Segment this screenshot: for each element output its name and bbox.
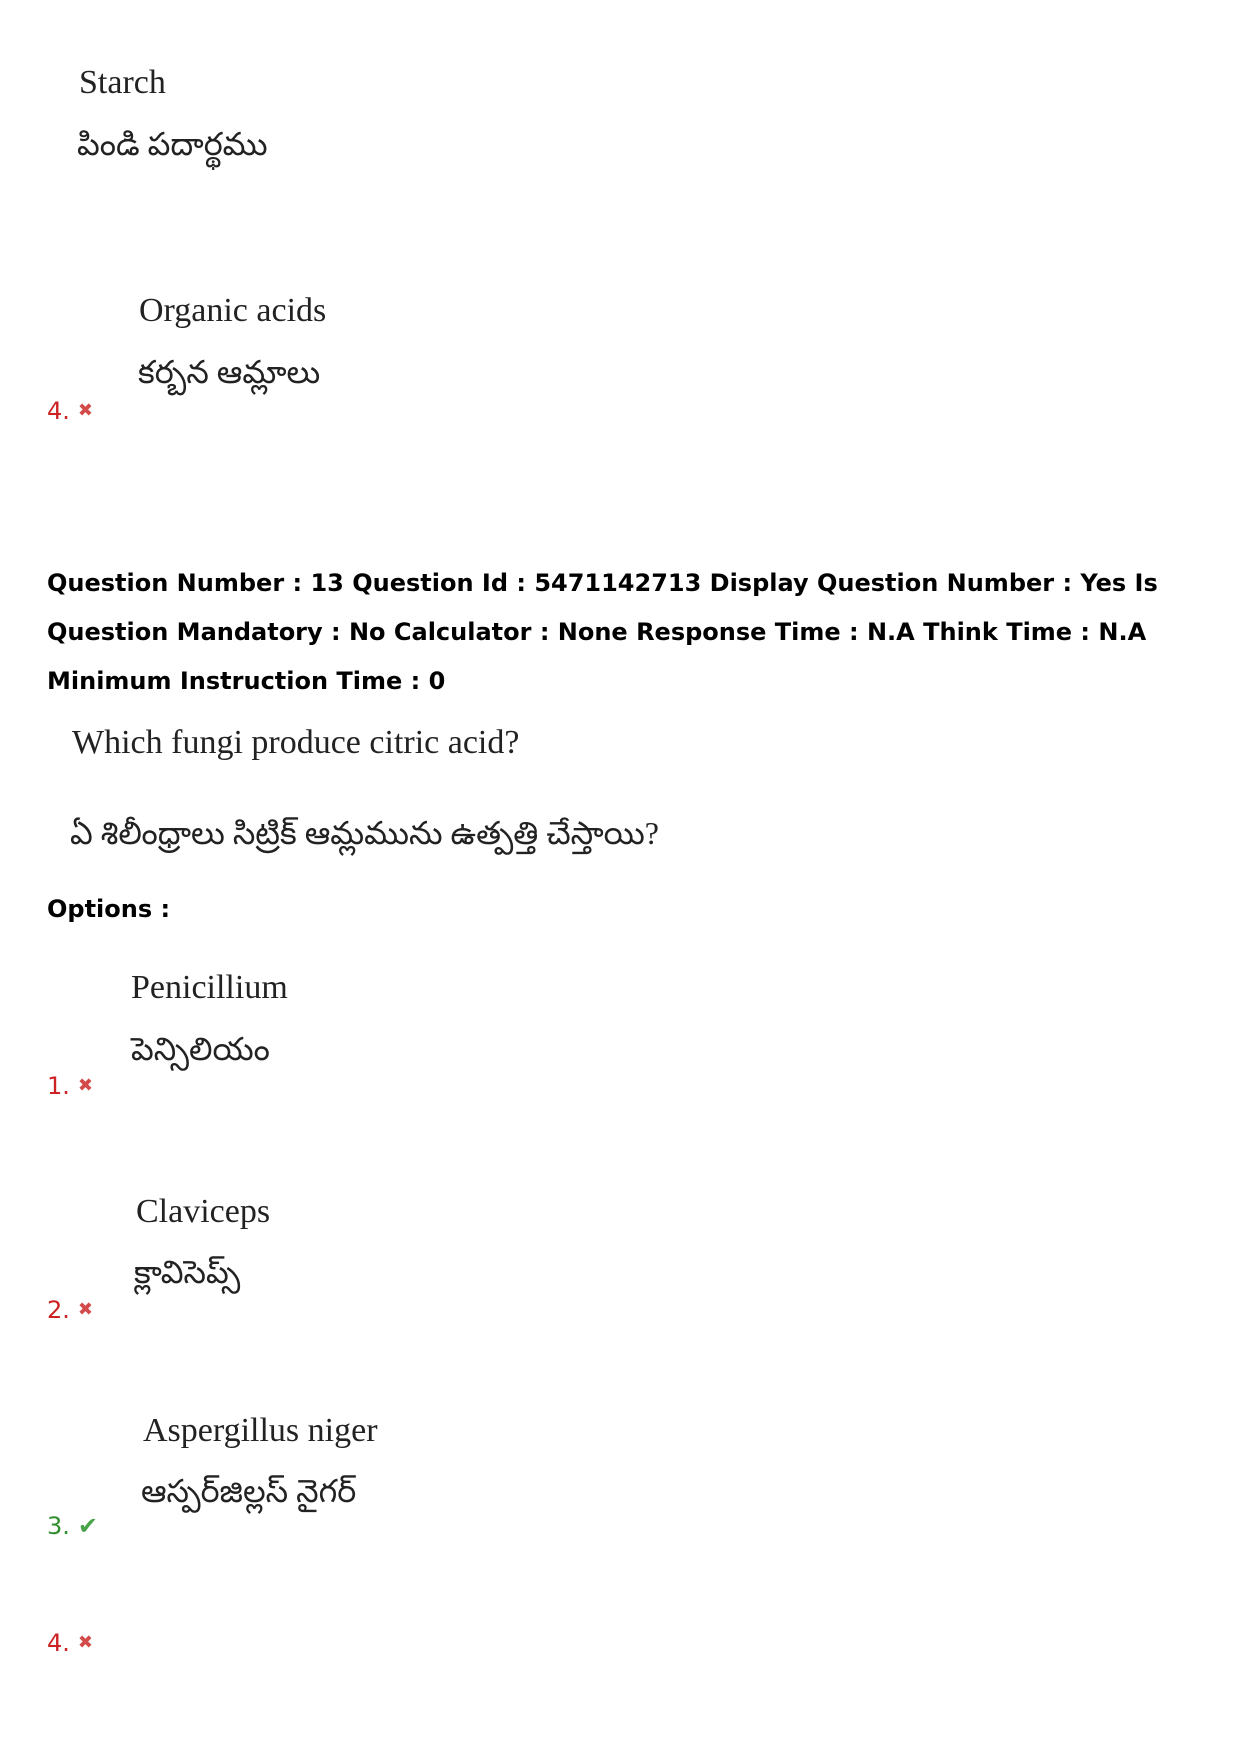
prev-option-4-label: 4. — [47, 397, 70, 425]
option-2-english: Claviceps — [136, 1193, 271, 1230]
question-text-telugu: ఏ శిలీంధ్రాలు సిట్రిక్ ఆమ్లమును ఉత్పత్తి చేస్తాయి? — [70, 815, 659, 851]
option-4-number — [47, 1631, 93, 1655]
prev-option-4-english: Organic acids — [139, 292, 327, 329]
option-3-telugu: ఆస్పర్‌జిల్లస్ నైగర్ — [141, 1473, 357, 1509]
option-1-label: 1. — [47, 1072, 70, 1100]
option-3-label: 3. — [47, 1512, 70, 1540]
option-3-english: Aspergillus niger — [143, 1412, 378, 1449]
option-1-english: Penicillium — [131, 969, 288, 1006]
question-text-english: Which fungi produce citric acid? — [72, 724, 520, 761]
option-3-number — [47, 1514, 98, 1538]
prev-option-4-telugu: కర్బన ఆమ్లాలు — [138, 354, 321, 390]
option-2-telugu: క్లావిసెప్స్ — [134, 1254, 241, 1290]
option-4-label: 4. — [47, 1629, 70, 1657]
option-1-telugu: పెన్సిలియం — [131, 1031, 270, 1067]
options-label: Options : — [47, 895, 171, 923]
prev-option-4-number — [47, 399, 93, 423]
option-1-number — [47, 1074, 93, 1098]
question-meta: Question Number : 13 Question Id : 5471142713 Display Question Number : Yes Is Question Mandatory : No Calculator : None Response Time : N.A Think Time : N.A Minimum Instruction Time : 0 — [47, 569, 1158, 695]
cross-icon: ✖ — [77, 1632, 93, 1653]
cross-icon: ✖ — [77, 1299, 93, 1320]
cross-icon: ✖ — [77, 400, 93, 421]
cross-icon: ✖ — [77, 1075, 93, 1096]
checkmark-icon: ✔ — [77, 1512, 99, 1540]
prev-option-3-telugu: పిండి పదార్థము — [77, 126, 268, 162]
prev-option-3-english: Starch — [79, 64, 166, 101]
option-2-number — [47, 1298, 93, 1322]
option-2-label: 2. — [47, 1296, 70, 1324]
